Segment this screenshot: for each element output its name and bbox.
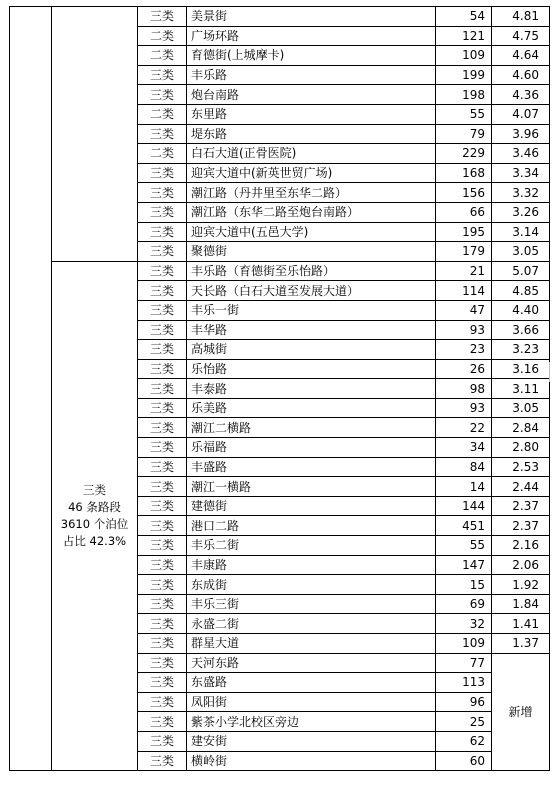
road-name-cell: 白石大道(正骨医院) <box>187 144 436 164</box>
category-cell: 二类 <box>138 46 187 66</box>
road-name-cell: 丰乐一街 <box>187 300 436 320</box>
spaces-count-cell: 66 <box>436 202 492 222</box>
spaces-count-cell: 229 <box>436 144 492 164</box>
category-cell: 三类 <box>138 673 187 693</box>
group-summary-line1: 三类 <box>83 482 106 497</box>
score-cell: 4.85 <box>492 281 550 301</box>
score-cell: 3.11 <box>492 379 550 399</box>
road-name-cell: 丰康路 <box>187 555 436 575</box>
category-cell: 三类 <box>138 359 187 379</box>
score-cell: 2.37 <box>492 516 550 536</box>
road-name-cell: 高城街 <box>187 340 436 360</box>
spaces-count-cell: 62 <box>436 731 492 751</box>
score-cell: 2.84 <box>492 418 550 438</box>
road-name-cell: 堤东路 <box>187 124 436 144</box>
edge-mark <box>549 362 555 382</box>
note-cell: 新增 <box>492 653 550 771</box>
category-cell: 三类 <box>138 634 187 654</box>
category-cell: 三类 <box>138 320 187 340</box>
score-cell: 3.32 <box>492 183 550 203</box>
road-name-cell: 东成街 <box>187 575 436 595</box>
road-name-cell: 天河东路 <box>187 653 436 673</box>
score-cell: 2.37 <box>492 496 550 516</box>
category-cell: 三类 <box>138 516 187 536</box>
road-name-cell: 永盛二街 <box>187 614 436 634</box>
score-cell: 3.05 <box>492 398 550 418</box>
score-cell: 5.07 <box>492 261 550 281</box>
blank-cell <box>10 7 52 771</box>
road-name-cell: 横岭街 <box>187 751 436 771</box>
road-name-cell: 凤阳街 <box>187 692 436 712</box>
category-cell: 三类 <box>138 594 187 614</box>
category-cell: 三类 <box>138 614 187 634</box>
category-cell: 三类 <box>138 340 187 360</box>
parking-road-table <box>9 6 550 771</box>
road-name-cell: 迎宾大道中(五邑大学) <box>187 222 436 242</box>
score-cell: 4.60 <box>492 65 550 85</box>
score-cell: 4.75 <box>492 26 550 46</box>
category-cell: 三类 <box>138 536 187 556</box>
spaces-count-cell: 179 <box>436 242 492 262</box>
spaces-count-cell: 109 <box>436 634 492 654</box>
group-summary-line3: 3610 个泊位 <box>60 516 129 531</box>
road-name-cell: 东里路 <box>187 104 436 124</box>
road-name-cell: 育德街(上城摩卡) <box>187 46 436 66</box>
category-cell: 三类 <box>138 731 187 751</box>
spaces-count-cell: 168 <box>436 163 492 183</box>
category-cell: 三类 <box>138 183 187 203</box>
score-cell: 2.16 <box>492 536 550 556</box>
category-cell: 三类 <box>138 438 187 458</box>
spaces-count-cell: 25 <box>436 712 492 732</box>
spaces-count-cell: 34 <box>436 438 492 458</box>
category-cell: 三类 <box>138 222 187 242</box>
category-cell: 三类 <box>138 163 187 183</box>
category-cell: 二类 <box>138 26 187 46</box>
spaces-count-cell: 144 <box>436 496 492 516</box>
score-cell: 1.41 <box>492 614 550 634</box>
category-cell: 三类 <box>138 575 187 595</box>
category-cell: 三类 <box>138 555 187 575</box>
spaces-count-cell: 96 <box>436 692 492 712</box>
category-cell: 三类 <box>138 398 187 418</box>
spaces-count-cell: 22 <box>436 418 492 438</box>
score-cell: 4.64 <box>492 46 550 66</box>
category-cell: 三类 <box>138 712 187 732</box>
road-name-cell: 群星大道 <box>187 634 436 654</box>
score-cell: 2.80 <box>492 438 550 458</box>
spaces-count-cell: 93 <box>436 398 492 418</box>
spaces-count-cell: 93 <box>436 320 492 340</box>
spaces-count-cell: 109 <box>436 46 492 66</box>
table-row <box>10 7 550 27</box>
category-cell: 三类 <box>138 692 187 712</box>
group-summary-line2: 46 条路段 <box>68 499 121 514</box>
score-cell: 4.81 <box>492 7 550 27</box>
road-name-cell: 建德街 <box>187 496 436 516</box>
spaces-count-cell: 69 <box>436 594 492 614</box>
category-cell: 二类 <box>138 144 187 164</box>
spaces-count-cell: 60 <box>436 751 492 771</box>
road-name-cell: 丰乐路 <box>187 65 436 85</box>
score-cell: 2.53 <box>492 457 550 477</box>
spaces-count-cell: 198 <box>436 85 492 105</box>
score-cell: 4.07 <box>492 104 550 124</box>
spaces-count-cell: 199 <box>436 65 492 85</box>
category-cell: 三类 <box>138 653 187 673</box>
category-cell: 三类 <box>138 379 187 399</box>
road-name-cell: 丰乐二街 <box>187 536 436 556</box>
spaces-count-cell: 54 <box>436 7 492 27</box>
score-cell: 3.14 <box>492 222 550 242</box>
score-cell: 3.46 <box>492 144 550 164</box>
spaces-count-cell: 47 <box>436 300 492 320</box>
road-name-cell: 紫茶小学北校区旁边 <box>187 712 436 732</box>
score-cell: 2.06 <box>492 555 550 575</box>
category-cell: 三类 <box>138 300 187 320</box>
score-cell: 1.92 <box>492 575 550 595</box>
road-name-cell: 天长路（白石大道至发展大道） <box>187 281 436 301</box>
road-name-cell: 丰华路 <box>187 320 436 340</box>
spaces-count-cell: 77 <box>436 653 492 673</box>
road-name-cell: 乐福路 <box>187 438 436 458</box>
road-name-cell: 建安街 <box>187 731 436 751</box>
spaces-count-cell: 14 <box>436 477 492 497</box>
road-name-cell: 乐美路 <box>187 398 436 418</box>
road-name-cell: 潮江路（东华二路至炮台南路） <box>187 202 436 222</box>
score-cell: 1.84 <box>492 594 550 614</box>
spaces-count-cell: 451 <box>436 516 492 536</box>
score-cell: 3.23 <box>492 340 550 360</box>
spaces-count-cell: 15 <box>436 575 492 595</box>
road-name-cell: 潮江路（丹井里至东华二路） <box>187 183 436 203</box>
spaces-count-cell: 21 <box>436 261 492 281</box>
score-cell: 3.16 <box>492 359 550 379</box>
category-cell: 三类 <box>138 65 187 85</box>
road-name-cell: 丰乐三街 <box>187 594 436 614</box>
table-row <box>10 261 550 281</box>
score-cell: 2.44 <box>492 477 550 497</box>
spaces-count-cell: 121 <box>436 26 492 46</box>
table-body <box>10 7 550 771</box>
category-cell: 二类 <box>138 104 187 124</box>
group-summary-line4: 占比 42.3% <box>62 533 127 548</box>
category-cell: 三类 <box>138 751 187 771</box>
road-name-cell: 聚德街 <box>187 242 436 262</box>
category-cell: 三类 <box>138 85 187 105</box>
score-cell: 3.66 <box>492 320 550 340</box>
group-summary-cell <box>52 261 138 770</box>
category-cell: 三类 <box>138 477 187 497</box>
spaces-count-cell: 147 <box>436 555 492 575</box>
spaces-count-cell: 79 <box>436 124 492 144</box>
score-cell: 1.37 <box>492 634 550 654</box>
spaces-count-cell: 84 <box>436 457 492 477</box>
category-cell: 三类 <box>138 496 187 516</box>
category-cell: 三类 <box>138 7 187 27</box>
spaces-count-cell: 113 <box>436 673 492 693</box>
category-cell: 三类 <box>138 418 187 438</box>
spaces-count-cell: 32 <box>436 614 492 634</box>
road-name-cell: 丰盛路 <box>187 457 436 477</box>
spaces-count-cell: 55 <box>436 536 492 556</box>
score-cell: 3.96 <box>492 124 550 144</box>
spaces-count-cell: 55 <box>436 104 492 124</box>
road-name-cell: 潮江二横路 <box>187 418 436 438</box>
spaces-count-cell: 195 <box>436 222 492 242</box>
category-cell: 三类 <box>138 202 187 222</box>
road-name-cell: 丰泰路 <box>187 379 436 399</box>
score-cell: 3.05 <box>492 242 550 262</box>
spaces-count-cell: 26 <box>436 359 492 379</box>
road-name-cell: 乐怡路 <box>187 359 436 379</box>
road-name-cell: 丰乐路（育德街至乐怡路） <box>187 261 436 281</box>
road-name-cell: 潮江一横路 <box>187 477 436 497</box>
spaces-count-cell: 114 <box>436 281 492 301</box>
road-name-cell: 迎宾大道中(新英世贸广场) <box>187 163 436 183</box>
road-name-cell: 东盛路 <box>187 673 436 693</box>
score-cell: 3.26 <box>492 202 550 222</box>
spaces-count-cell: 156 <box>436 183 492 203</box>
category-cell: 三类 <box>138 281 187 301</box>
score-cell: 4.40 <box>492 300 550 320</box>
road-name-cell: 美景街 <box>187 7 436 27</box>
category-cell: 三类 <box>138 457 187 477</box>
score-cell: 4.36 <box>492 85 550 105</box>
road-name-cell: 港口二路 <box>187 516 436 536</box>
group-cell-empty <box>52 7 138 262</box>
spaces-count-cell: 23 <box>436 340 492 360</box>
category-cell: 三类 <box>138 261 187 281</box>
category-cell: 三类 <box>138 124 187 144</box>
score-cell: 3.34 <box>492 163 550 183</box>
category-cell: 三类 <box>138 242 187 262</box>
spaces-count-cell: 98 <box>436 379 492 399</box>
road-name-cell: 炮台南路 <box>187 85 436 105</box>
road-name-cell: 广场环路 <box>187 26 436 46</box>
